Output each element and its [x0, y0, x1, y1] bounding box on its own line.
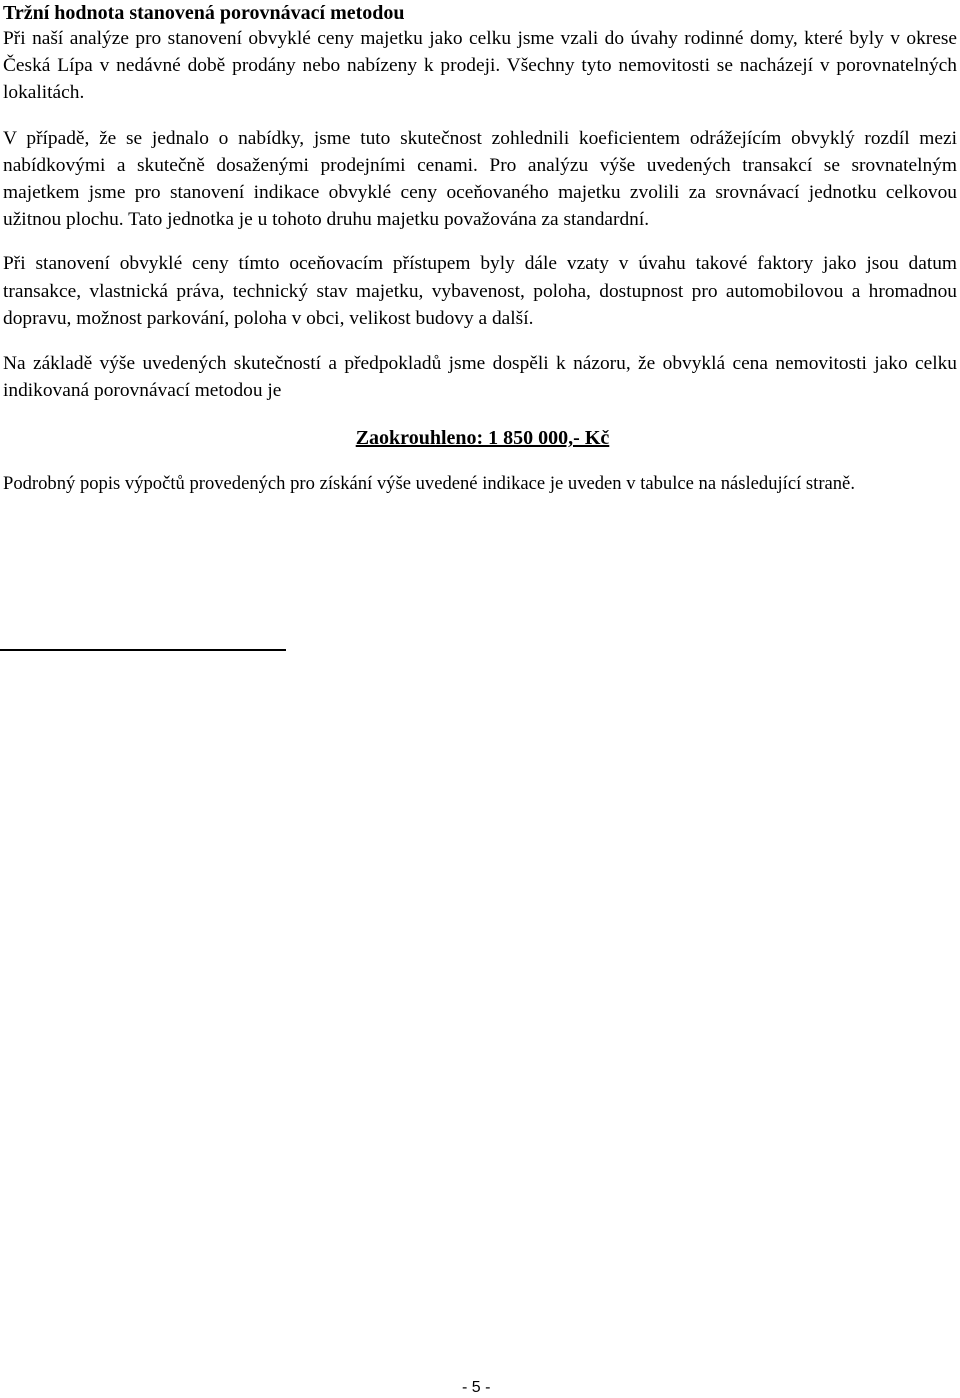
page-number: - 5 - [462, 1379, 491, 1396]
paragraph-analysis-scope: Při naší analýze pro stanovení obvyklé ceny majetku jako celku jsme vzali do úvahy rodinné domy, které byly v okrese Česká Lípa v nedávné době prodány nebo nabízeny k prodeji. Všechny tyto nemovitosti se nacházejí v porovnatelných lokalitách. [3, 28, 957, 104]
paragraph-calculation-note: Podrobný popis výpočtů provedených pro získání výše uvedené indikace je uveden v tabulce na následující straně. [3, 473, 855, 495]
footnote-separator [0, 649, 286, 651]
paragraph-offer-coefficient: V případě, že se jednalo o nabídky, jsme tuto skutečnost zohlednili koeficientem odrážejícím obvyklý rozdíl mezi nabídkovými a skutečně dosaženými prodejními cenami. Pro analýzu výše uvedených transakcí se srovnatelným majetkem jsme pro stanovení indikace obvyklé ceny oceňovaného majetku zvolili za srovnávací jednotku celkovou užitnou plochu. Tato jednotka je u tohoto druhu majetku považována za standardní. [3, 127, 957, 231]
rounded-value: Zaokrouhleno: 1 850 000,- Kč [355, 427, 610, 450]
document-page [3, 0, 957, 497]
paragraph-valuation-factors: Při stanovení obvyklé ceny tímto oceňovacím přístupem byly dále vzaty v úvahu takové faktory jako jsou datum transakce, vlastnická práva, technický stav majetku, vybavenost, poloha, dostupnost pro automobilovou a hromadnou dopravu, možnost parkování, poloha v obci, velikost budovy a další. [3, 253, 957, 329]
section-heading: Tržní hodnota stanovená porovnávací metodou [3, 2, 405, 24]
paragraph-conclusion: Na základě výše uvedených skutečností a předpokladů jsme dospěli k názoru, že obvyklá cena nemovitosti jako celku indikovaná porovnávací metodou je [3, 353, 957, 402]
